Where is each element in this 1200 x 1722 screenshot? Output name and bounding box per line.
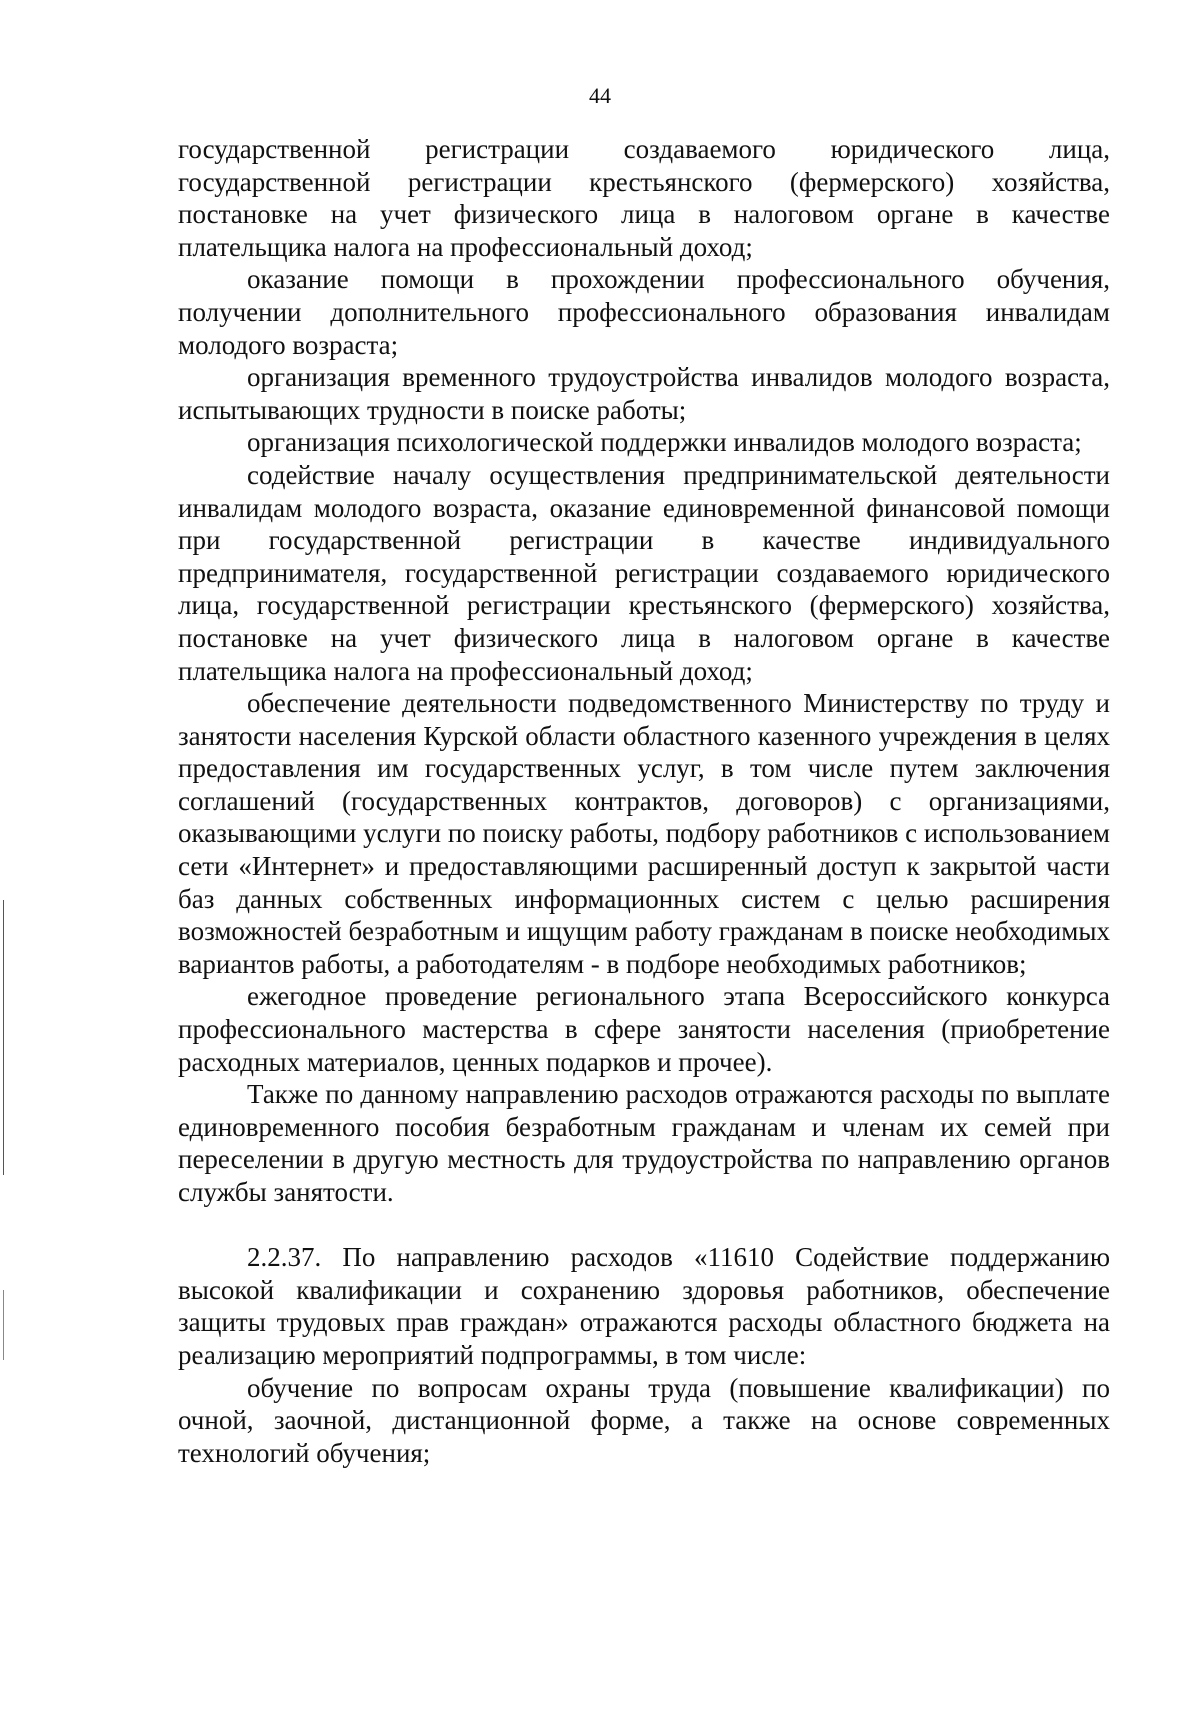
scan-edge-line — [3, 900, 4, 1175]
paragraph: Также по данному направлению расходов отражаются расходы по выплате единовременного пособия безработным гражданам и членам их семей при переселении в другую местность для трудоустройства по направлению органов службы занятости. — [178, 1079, 1110, 1207]
page-number: 44 — [589, 83, 611, 108]
paragraph: организация временного трудоустройства инвалидов молодого возраста, испытывающих трудности в поиске работы; — [178, 362, 1110, 425]
paragraph: организация психологической поддержки инвалидов молодого возраста; — [247, 427, 1082, 458]
paragraph: ежегодное проведение регионального этапа Всероссийского конкурса профессионального мастерства в сфере занятости населения (приобретение расходных материалов, ценных подарков и прочее). — [178, 981, 1110, 1077]
section-paragraph: 2.2.37. По направлению расходов «11610 Содействие поддержанию высокой квалификации и сохранению здоровья работников, обеспечение защиты трудовых прав граждан» отражаются расходы областного бюджета на реализацию мероприятий подпрограммы, в том числе: — [178, 1242, 1110, 1370]
paragraph: обеспечение деятельности подведомственного Министерству по труду и занятости населения Курской области областного казенного учреждения в целях предоставления им государственных услуг, в том числе путем заключения соглашений (государственных контрактов, договоров) с организациями, оказывающими услуги по поиску работы, подбору работников с использованием сети «Интернет» и предоставляющими расширенный доступ к закрытой части баз данных собственных информационных систем с целью расширения возможностей безработным и ищущим работу гражданам в поиске необходимых вариантов работы, а работодателям - в подборе необходимых работников; — [178, 688, 1110, 979]
paragraph: государственной регистрации создаваемого юридического лица, государственной регистрации крестьянского (фермерского) хозяйства, постановке на учет физического лица в налоговом органе в качестве плательщика налога на профессиональный доход; — [178, 134, 1110, 262]
paragraph: обучение по вопросам охраны труда (повышение квалификации) по очной, заочной, дистанционной форме, а также на основе современных технологий обучения; — [178, 1372, 1110, 1468]
scan-edge-line — [3, 1290, 4, 1360]
paragraph: оказание помощи в прохождении профессионального обучения, получении дополнительного профессионального образования инвалидам молодого возраста; — [178, 264, 1110, 360]
paragraph: содействие началу осуществления предпринимательской деятельности инвалидам молодого возраста, оказание единовременной финансовой помощи при государственной регистрации в качестве индивидуального предпринимателя, государственной регистрации создаваемого юридического лица, государственной регистрации крестьянского (фермерского) хозяйства, постановке на учет физического лица в налоговом органе в качестве плательщика налога на профессиональный доход; — [178, 459, 1110, 686]
document-body — [178, 133, 1110, 1469]
